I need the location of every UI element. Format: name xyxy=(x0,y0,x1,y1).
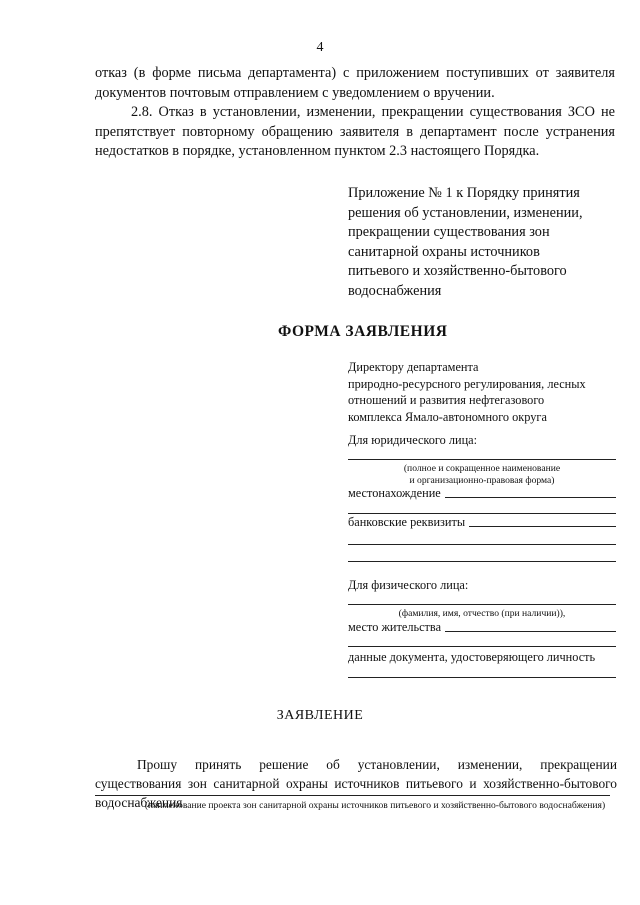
paragraph-2-8: 2.8. Отказ в установлении, изменении, прекращении существования ЗСО не препятствует повторному обращению заявителя в департамент после устранения недостатков в порядке, установленном пунктом 2.3 настоящего Порядка. xyxy=(95,104,615,159)
addressee-line: природно-ресурсного регулирования, лесных xyxy=(348,376,586,391)
bank-extra-line[interactable] xyxy=(348,561,616,562)
location-label: местонахождение xyxy=(348,486,441,500)
bank-details-input-line[interactable] xyxy=(469,526,616,527)
appendix-line: питьевого и хозяйственно-бытового xyxy=(348,263,567,279)
bank-details-label: банковские реквизиты xyxy=(348,515,466,529)
bank-extra-line[interactable] xyxy=(348,544,616,545)
appendix-line: решения об установлении, изменении, xyxy=(348,204,583,221)
appendix-line: Приложение № 1 к Порядку принятия xyxy=(348,185,580,201)
appendix-line: прекращении существования зон xyxy=(348,224,550,240)
individual-label: Для физического лица: xyxy=(348,578,469,592)
legal-name-caption xyxy=(348,463,616,487)
page-number: 4 xyxy=(316,40,324,55)
addressee-line: комплекса Ямало-автономного округа xyxy=(348,409,547,424)
addressee-line: отношений и развития нефтегазового xyxy=(348,393,545,407)
location-field[interactable] xyxy=(348,486,616,501)
form-title: ФОРМА ЗАЯВЛЕНИЯ xyxy=(278,323,448,340)
legal-name-field[interactable] xyxy=(348,459,616,460)
residence-input-line[interactable] xyxy=(445,631,616,632)
legal-entity-label: Для юридического лица: xyxy=(348,433,478,447)
paragraph-continuation: отказ (в форме письма департамента) с приложением поступивших от заявителя документов почтовым отправлением с уведомлением о вручении. xyxy=(95,65,615,101)
project-name-line[interactable] xyxy=(95,795,610,796)
statement-body: Прошу принять решение об установлении, изменении, прекращении существования зон санитарной охраны источников питьевого и хозяйственно-бытового водоснабжения xyxy=(95,757,617,810)
caption-line: и организационно-правовая форма) xyxy=(409,475,555,486)
fio-caption: (фамилия, имя, отчество (при наличии)), xyxy=(398,608,566,619)
appendix-line: водоснабжения xyxy=(348,282,442,299)
bank-details-field[interactable] xyxy=(348,515,616,530)
id-document-line[interactable] xyxy=(348,677,616,678)
statement-title: ЗАЯВЛЕНИЕ xyxy=(276,708,364,723)
location-input-line[interactable] xyxy=(445,497,616,498)
appendix-note xyxy=(348,184,618,301)
project-name-caption: (наименование проекта зон санитарной охраны источников питьевого и хозяйственно-бытового водоснабжения) xyxy=(144,800,606,811)
caption-line: (полное и сокращенное наименование xyxy=(403,463,561,474)
location-extra-line[interactable] xyxy=(348,513,616,514)
appendix-line: санитарной охраны источников xyxy=(348,243,540,260)
addressee-block xyxy=(348,359,618,425)
addressee-line: Директору департамента xyxy=(348,360,479,374)
residence-label: место жительства xyxy=(348,620,442,634)
residence-extra-line[interactable] xyxy=(348,646,616,647)
id-document-label: данные документа, удостоверяющего личность xyxy=(348,650,596,664)
residence-field[interactable] xyxy=(348,620,616,635)
fio-field[interactable] xyxy=(348,604,616,605)
